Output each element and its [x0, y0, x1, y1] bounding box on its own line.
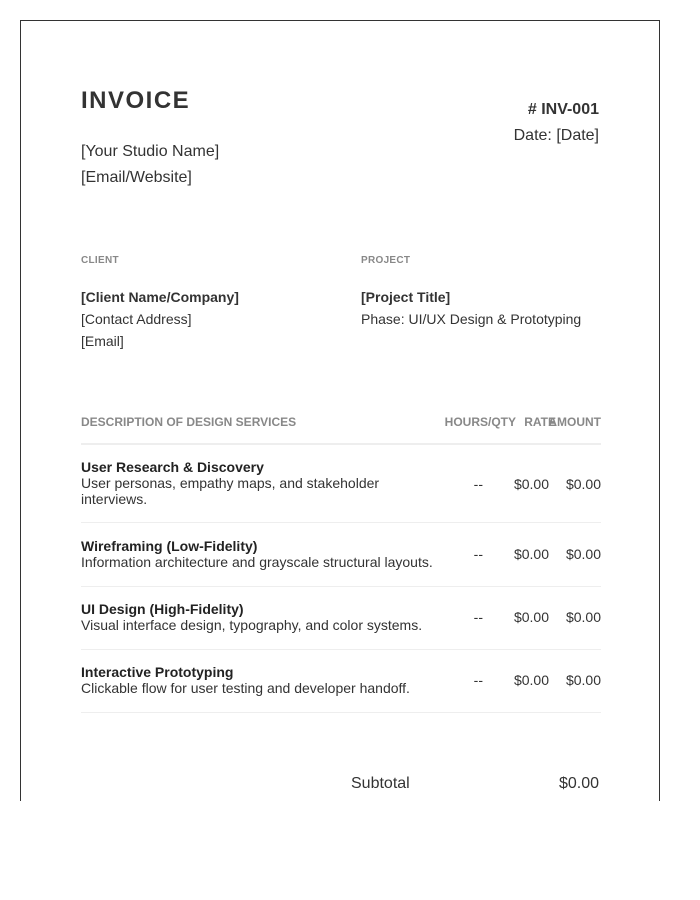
service-description: User personas, empathy maps, and stakeholder interviews. — [81, 475, 380, 507]
client-section-label: CLIENT — [81, 255, 119, 266]
invoice-date: Date: [Date] — [513, 127, 599, 144]
project-details — [361, 286, 581, 330]
invoice-title: INVOICE — [81, 87, 191, 114]
service-rate: $0.00 — [513, 609, 549, 625]
client-name: [Client Name/Company] — [81, 289, 239, 305]
service-description: Information architecture and grayscale structural layouts. — [81, 554, 433, 570]
service-amount: $0.00 — [565, 476, 601, 492]
invoice-number: # INV-001 — [527, 101, 599, 118]
service-description: Visual interface design, typography, and color systems. — [81, 617, 423, 633]
service-name: UI Design (High-Fidelity) — [81, 601, 244, 617]
project-phase: Phase: UI/UX Design & Prototyping — [361, 311, 582, 327]
invoice-meta — [514, 100, 599, 146]
client-email: [Email] — [81, 333, 124, 349]
service-amount: $0.00 — [565, 672, 601, 688]
header-rate: RATE — [524, 415, 556, 429]
client-details — [81, 286, 239, 352]
header-description: DESCRIPTION OF DESIGN SERVICES — [81, 415, 297, 429]
services-table-header — [81, 415, 601, 445]
header-amount: AMOUNT — [548, 415, 601, 429]
project-title: [Project Title] — [361, 289, 451, 305]
service-qty: -- — [473, 476, 483, 492]
studio-info — [81, 139, 219, 191]
service-rate: $0.00 — [513, 476, 549, 492]
service-name: Interactive Prototyping — [81, 664, 234, 680]
table-row — [81, 664, 601, 713]
subtotal-value: $0.00 — [558, 775, 599, 792]
table-row — [81, 538, 601, 587]
table-row — [81, 601, 601, 650]
service-amount: $0.00 — [565, 546, 601, 562]
service-qty: -- — [473, 546, 483, 562]
service-name: Wireframing (Low-Fidelity) — [81, 538, 258, 554]
studio-contact: [Email/Website] — [81, 169, 192, 186]
service-description: Clickable flow for user testing and developer handoff. — [81, 680, 410, 696]
service-rate: $0.00 — [513, 546, 549, 562]
project-section-label: PROJECT — [361, 255, 411, 266]
table-row — [81, 459, 601, 523]
service-name: User Research & Discovery — [81, 459, 264, 475]
subtotal-label: Subtotal — [351, 775, 410, 792]
client-address: [Contact Address] — [81, 311, 192, 327]
service-rate: $0.00 — [513, 672, 549, 688]
studio-name: [Your Studio Name] — [81, 143, 220, 160]
service-qty: -- — [473, 672, 483, 688]
service-amount: $0.00 — [565, 609, 601, 625]
invoice-page — [20, 20, 660, 801]
header-qty: HOURS/QTY — [444, 415, 516, 429]
service-qty: -- — [473, 609, 483, 625]
